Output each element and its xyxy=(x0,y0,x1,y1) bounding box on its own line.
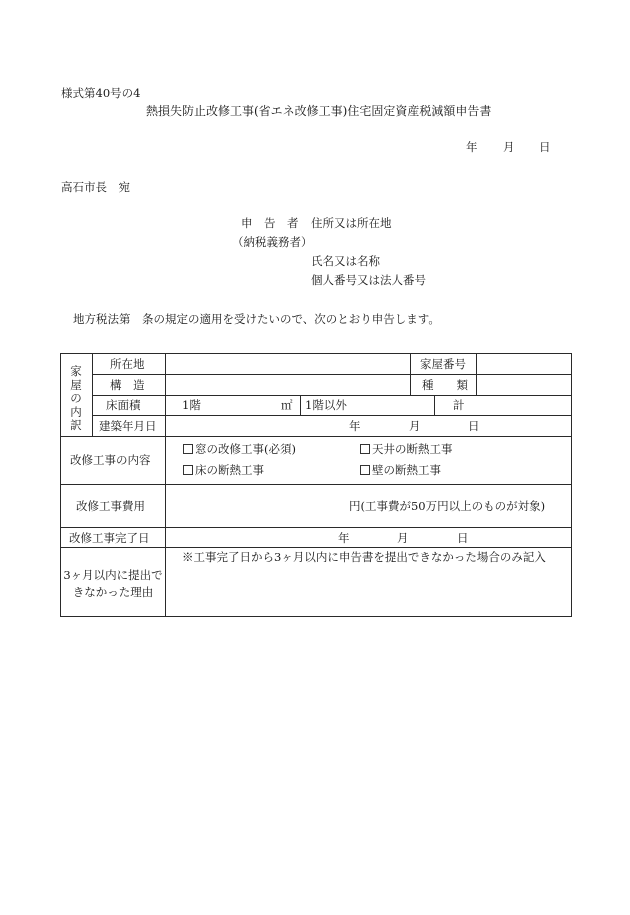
structure-label: 構 造 xyxy=(110,378,145,392)
built-date-label: 建築年月日 xyxy=(99,419,157,433)
reason-input[interactable] xyxy=(166,566,571,616)
form-number: 様式第40号の4 xyxy=(61,86,141,100)
location-input[interactable] xyxy=(166,354,409,374)
declarant-number-label: 個人番号又は法人番号 xyxy=(311,273,426,287)
form-title: 熱損失防止改修工事(省エネ改修工事)住宅固定資産税減額申告書 xyxy=(146,104,492,118)
date-year-label: 年 xyxy=(466,140,478,154)
window-checkbox[interactable] xyxy=(183,444,193,454)
house-number-input[interactable] xyxy=(477,354,571,374)
declarant-label: 申 告 者 xyxy=(241,216,299,230)
statement-text: 地方税法第 条の規定の適用を受けたいので、次のとおり申告します。 xyxy=(73,312,440,326)
date-day-label: 日 xyxy=(539,140,551,154)
kind-input[interactable] xyxy=(477,375,571,395)
date-month-label: 月 xyxy=(503,140,515,154)
option-wall[interactable]: 壁の断熱工事 xyxy=(360,463,441,477)
location-label: 所在地 xyxy=(110,357,145,371)
cost-label: 改修工事費用 xyxy=(76,499,145,513)
renovation-label: 改修工事の内容 xyxy=(70,453,151,467)
cost-note: 円(工事費が50万円以上のものが対象) xyxy=(349,499,546,513)
completion-day-label: 日 xyxy=(457,531,469,545)
wall-checkbox[interactable] xyxy=(360,465,370,475)
cost-input[interactable] xyxy=(166,485,346,527)
built-year-label: 年 xyxy=(349,419,361,433)
option-floor[interactable]: 床の断熱工事 xyxy=(183,463,264,477)
completion-month-label: 月 xyxy=(397,531,409,545)
sqm-unit-label: ㎡ xyxy=(281,398,293,412)
house-breakdown-label: 家 屋 の 内 訳 xyxy=(70,364,82,432)
completion-label: 改修工事完了日 xyxy=(69,531,150,545)
other-floors-label: 1階以外 xyxy=(305,398,347,412)
declarant-address-label: 住所又は所在地 xyxy=(311,216,392,230)
built-day-label: 日 xyxy=(468,419,480,433)
built-month-label: 月 xyxy=(409,419,421,433)
reason-label: 3ヶ月以内に提出できなかった理由 xyxy=(63,568,163,599)
ceiling-checkbox[interactable] xyxy=(360,444,370,454)
first-floor-label: 1階 xyxy=(182,398,201,412)
option-ceiling[interactable]: 天井の断熱工事 xyxy=(360,442,453,456)
kind-label: 種 類 xyxy=(422,378,468,392)
option-window[interactable]: 窓の改修工事(必須) xyxy=(183,442,296,456)
reason-note: ※工事完了日から3ヶ月以内に申告書を提出できなかった場合のみ記入 xyxy=(182,550,546,564)
total-label: 計 xyxy=(453,398,465,412)
addressee: 高石市長 宛 xyxy=(61,180,130,194)
taxpayer-label: （納税義務者） xyxy=(232,235,313,249)
declarant-name-label: 氏名又は名称 xyxy=(311,254,380,268)
structure-input[interactable] xyxy=(166,375,409,395)
completion-year-label: 年 xyxy=(338,531,350,545)
house-number-label: 家屋番号 xyxy=(420,357,466,371)
floor-checkbox[interactable] xyxy=(183,465,193,475)
floor-area-label: 床面積 xyxy=(106,398,141,412)
